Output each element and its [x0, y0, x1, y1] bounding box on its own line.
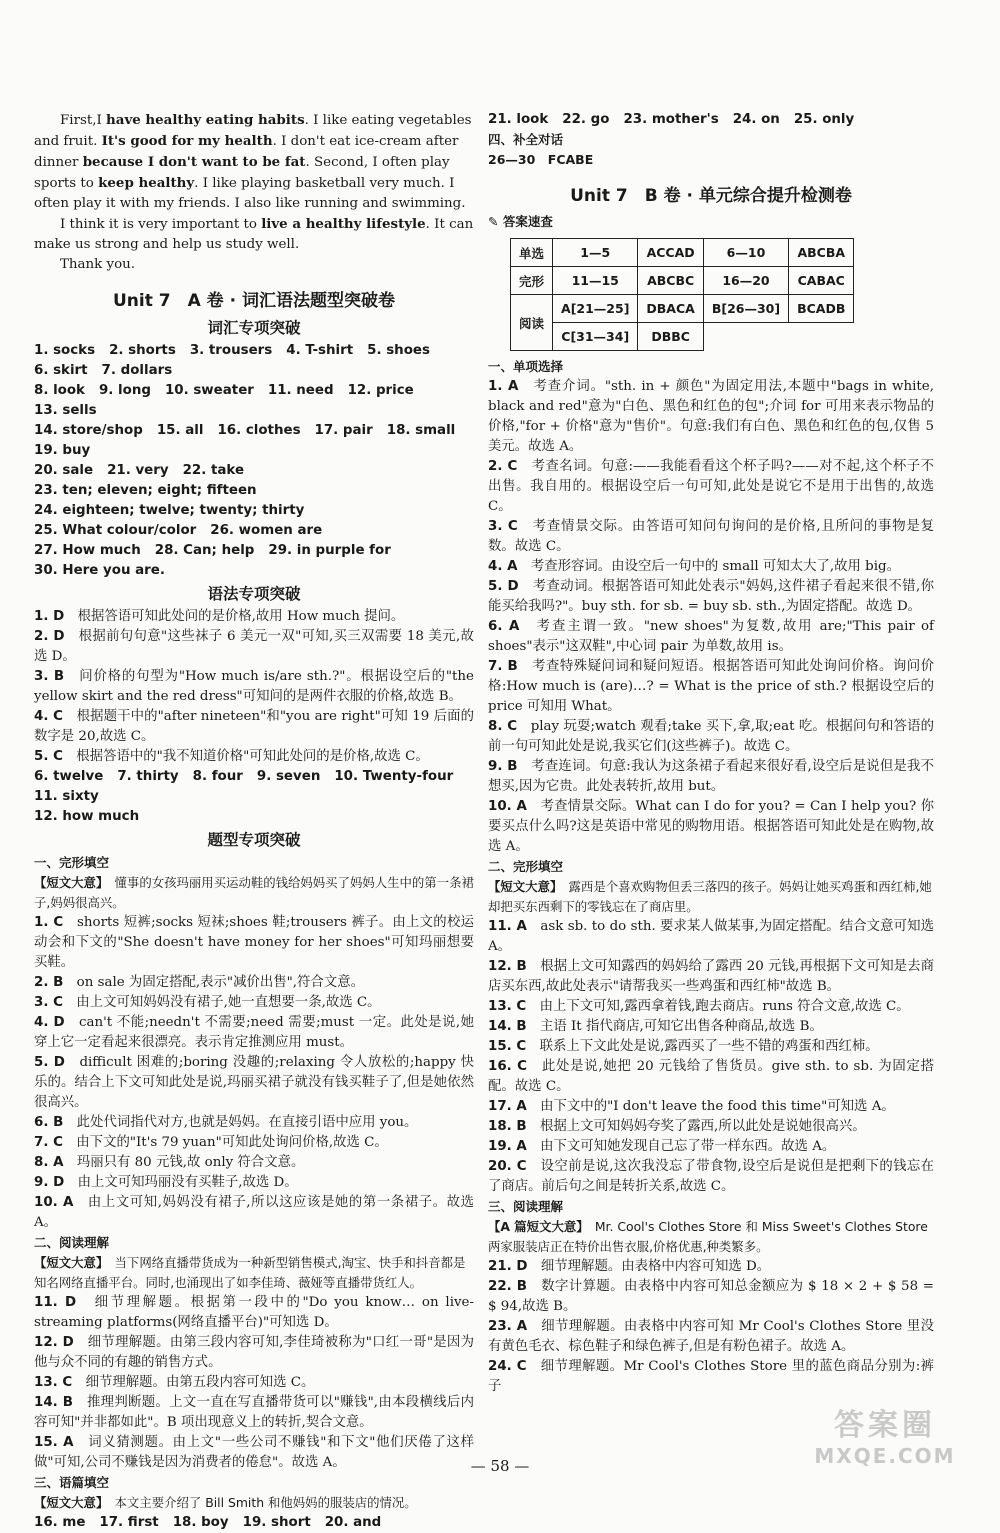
- vocab-answer: 26. women are: [210, 523, 323, 538]
- answer-item: [488, 557, 934, 577]
- answer-item: [488, 1257, 934, 1277]
- answer-item: [488, 1137, 934, 1157]
- answer-number: 11. A: [488, 919, 527, 934]
- answer-number: 6. B: [34, 1115, 64, 1130]
- answer-explanation: 主语 It 指代商店,可知它出售各种商品,故选 B。: [526, 1019, 823, 1034]
- essay-text: . It can make us strong and help us study well.: [34, 217, 474, 252]
- vocab-answer: 25. What colour/color: [34, 523, 197, 538]
- grammar-items: [34, 607, 474, 767]
- vocab-answer: 3. trousers: [189, 343, 273, 358]
- answer-explanation: 考查情景交际。由答语可知问句询问的是价格,且所问的事物是复数。故选 C。: [488, 519, 934, 554]
- answer-explanation: 数字计算题。由表格中内容可知总金额应为 $ 18 × 2 + $ 58 = $ 94,故选 B。: [488, 1279, 934, 1314]
- answer-item: [488, 377, 934, 457]
- answer-explanation: 由下文可知她发现自己忘了带一样东西。故选 A。: [526, 1139, 836, 1154]
- answer-explanation: 考查名词。句意:——我能看看这个杯子吗?——对不起,这个杯子不出售。我自用的。根据设空后一句可知,此处是说它不是用于出售的,故选 C。: [488, 459, 934, 514]
- vocab-answer: 4. T-shirt: [286, 343, 354, 358]
- gist-label: 【短文大意】: [34, 1495, 103, 1510]
- vocab-answer: 16. clothes: [217, 423, 301, 438]
- reading-items: [488, 1257, 934, 1397]
- vocab-answer: 5. shoes: [367, 343, 430, 358]
- answer-explanation: 考查动词。根据答语可知此处表示"妈妈,这件裙子看起来很不错,你能买给我吗?"。buy sth. for sb. = buy sb. sth.,为固定搭配。故选 D。: [488, 579, 935, 614]
- answer-number: 13. C: [34, 1375, 73, 1390]
- essay-paragraph: [34, 110, 474, 214]
- vocab-answer: 24. eighteen; twelve; twenty; thirty: [34, 503, 305, 518]
- answer-explanation: 细节理解题。由第五段内容可知选 C。: [72, 1375, 315, 1390]
- answer-item: [488, 617, 934, 657]
- answer-number: 8. A: [34, 1155, 64, 1170]
- answer-number: 3. C: [488, 519, 518, 534]
- vocab-answer: 27. How much: [34, 543, 141, 558]
- gist-text: 本文主要介绍了 Bill Smith 和他妈妈的服装店的情况。: [114, 1495, 417, 1510]
- answer-item: [34, 1373, 474, 1393]
- table-cell: BCADB: [789, 295, 854, 323]
- answer-explanation: 问价格的句型为"How much is/are sth.?"。根据设空后的"the yellow skirt and the red dress"可知问的是两件衣服的价格,故选 B。: [34, 669, 474, 704]
- answer-explanation: 细节理解题。由第三段内容可知,李佳琦被称为"口红一哥"是因为他与众不同的有趣的销售方式。: [34, 1335, 474, 1370]
- cloze-heading: 一、完形填空: [34, 855, 110, 870]
- gist-label: 【短文大意】: [34, 1255, 103, 1270]
- answer-explanation: 由上文可知,妈妈没有裙子,所以这应该是她的第一条裙子。故选 A。: [34, 1195, 474, 1230]
- right-column: [488, 110, 934, 1397]
- answer-explanation: 根据题干中的"after nineteen"和"you are right"可知 19 后面的数字是 20,故选 C。: [34, 709, 475, 744]
- answer-explanation: 细节理解题。根据第一段中的"Do you know… on live-streaming platforms(网络直播平台)"可知选 D。: [34, 1295, 474, 1330]
- answer-number: 7. B: [488, 659, 518, 674]
- table-cell: 完形: [511, 267, 553, 295]
- unit-b-title: Unit 7 B 卷 · 单元综合提升检测卷: [570, 186, 852, 206]
- gist-text: 露西是个喜欢购物但丢三落四的孩子。妈妈让她买鸡蛋和西红柿,她却把买东西剩下的零钱忘在了商店里。: [488, 879, 932, 914]
- answer-number: 9. B: [488, 759, 518, 774]
- answer-number: 2. D: [34, 629, 65, 644]
- grammar-title: 语法专项突破: [207, 585, 301, 603]
- cloze-items: [488, 917, 934, 1197]
- grammar-answer: 6. twelve: [34, 769, 104, 784]
- answer-explanation: 考查特殊疑问词和疑问短语。根据答语可知此处询问价格。询问价格:How much is (are)…? = What is the price of sth.? 根据设空后的 price 可知用 What。: [488, 659, 934, 714]
- answer-item: [34, 1053, 474, 1113]
- key-phrase: because I don't want to be fat: [82, 154, 306, 170]
- answer-number: 10. A: [34, 1195, 74, 1210]
- answer-explanation: 根据上文可知露西的妈妈给了露西 20 元钱,再根据下文可知是去商店买东西,故此处表示"请帮我买一些鸡蛋和西红柿"故选 B。: [488, 959, 935, 994]
- answer-number: 1. A: [488, 379, 519, 394]
- answer-number: 12. B: [488, 959, 527, 974]
- answer-explanation: 考查介词。"sth. in + 颜色"为固定用法,本题中"bags in white, black and red"意为"白色、黑色和红色的包";介词 for 可用来表示物品的价格,"for + 价格"意为"售价"。句意:我们有白色、黑色和红色的包,仅售 5 美元。故选 A。: [488, 379, 934, 454]
- essay-text: . I like eating vegetables and fruit.: [34, 113, 472, 149]
- grammar-answer: 10. Twenty-four: [334, 769, 454, 784]
- answer-item: [34, 1293, 474, 1333]
- vocab-answer: 8. look: [34, 383, 85, 398]
- answer-number: 16. C: [488, 1059, 527, 1074]
- table-row: [511, 295, 854, 323]
- answer-item: [34, 1013, 474, 1053]
- quick-check-text: 答案速查: [502, 214, 553, 229]
- table-cell: 6—10: [703, 239, 788, 267]
- table-cell: ABCBC: [638, 267, 703, 295]
- answer-item: [488, 1357, 934, 1397]
- fill-answer: 19. short: [242, 1515, 311, 1530]
- watermark-url: MXQE.COM: [814, 1444, 956, 1468]
- reading-gist: [488, 1217, 934, 1257]
- fill-answer: 24. on: [732, 112, 780, 127]
- answer-explanation: 考查连词。句意:我认为这条裙子看起来很好看,设空后是说但是我不想买,因为它贵。此处表转折,故用 but。: [488, 759, 934, 794]
- table-cell: 单选: [511, 239, 553, 267]
- dialog-answer: 26—30 FCABE: [488, 152, 594, 167]
- answer-explanation: 根据答语可知此处问的是价格,故用 How much 提问。: [64, 609, 405, 624]
- essay-paragraph: [34, 255, 474, 275]
- cloze-gist: [488, 877, 934, 917]
- answer-explanation: 考查主谓一致。"new shoes"为复数,故用 are;"This pair of shoes"表示"这双鞋",中心词 pair 为单数,故用 is。: [488, 619, 934, 654]
- table-cell: DBACA: [638, 295, 703, 323]
- fill-gist: [34, 1493, 474, 1513]
- answer-explanation: 联系上下文此处是说,露西买了一些不错的鸡蛋和西红柿。: [526, 1039, 879, 1054]
- answer-item: [488, 717, 934, 757]
- answer-number: 3. B: [34, 669, 65, 684]
- answer-item: [34, 747, 474, 767]
- left-column: [34, 110, 474, 1533]
- key-phrase: It's good for my health: [101, 133, 273, 149]
- vocab-answer: 18. small: [386, 423, 456, 438]
- answer-explanation: shorts 短裤;socks 短袜;shoes 鞋;trousers 裤子。由上文的校运动会和下文的"She doesn't have money for her shoes"可知玛丽想要买鞋。: [34, 915, 474, 970]
- table-cell: 阅读: [511, 295, 553, 351]
- answer-item: [488, 1097, 934, 1117]
- answer-explanation: 细节理解题。由表格中内容可知选 D。: [527, 1259, 771, 1274]
- answer-item: [488, 917, 934, 957]
- fill-row: [34, 1513, 474, 1533]
- answer-explanation: play 玩耍;watch 观看;take 买下,拿,取;eat 吃。根据问句和答语的前一句可知此处是说,我买它们(这些裤子)。故选 C。: [488, 719, 934, 754]
- answer-number: 22. B: [488, 1279, 527, 1294]
- answer-explanation: 词义猜测题。由上文"一些公司不赚钱"和下文"他们厌倦了这样做"可知,公司不赚钱是因为消费者的倦怠"。故选 A。: [34, 1435, 474, 1470]
- essay-text: Thank you.: [60, 257, 136, 272]
- vocab-answer: 6. skirt: [34, 363, 88, 378]
- table-cell: 16—20: [703, 267, 788, 295]
- cloze-items: [34, 913, 474, 1233]
- answer-explanation: 根据答语中的"我不知道价格"可知此处问的是价格,故选 C。: [62, 749, 429, 764]
- vocab-row: [34, 541, 474, 581]
- answer-explanation: 由下文中的"I don't leave the food this time"可知选 A。: [526, 1099, 895, 1114]
- answer-explanation: 设空前是说,这次我没忘了带食物,设空后是说但是把剩下的钱忘在了商店。前后句之间是转折关系,故选 C。: [488, 1159, 934, 1194]
- answer-item: [488, 657, 934, 717]
- answer-number: 24. C: [488, 1359, 527, 1374]
- pencil-icon: ✎: [488, 214, 499, 229]
- answer-number: 11. D: [34, 1295, 77, 1310]
- answer-number: 7. C: [34, 1135, 63, 1150]
- answer-number: 15. A: [34, 1435, 74, 1450]
- reading-gist: [34, 1253, 474, 1293]
- answer-number: 1. C: [34, 915, 64, 930]
- table-row: [511, 323, 854, 351]
- essay-paragraph: [34, 214, 474, 255]
- single-heading: 一、单项选择: [488, 359, 564, 374]
- answer-number: 18. B: [488, 1119, 527, 1134]
- answer-number: 6. A: [488, 619, 520, 634]
- answer-explanation: 由下文的"It's 79 yuan"可知此处询问价格,故选 C。: [62, 1135, 388, 1150]
- answer-item: [34, 1133, 474, 1153]
- answer-number: 4. C: [34, 709, 64, 724]
- table-cell: DBBC: [638, 323, 703, 351]
- answer-number: 15. C: [488, 1039, 527, 1054]
- answer-number: 19. A: [488, 1139, 527, 1154]
- key-phrase: keep healthy: [98, 175, 195, 191]
- grammar-answer: 9. seven: [256, 769, 321, 784]
- answer-item: [488, 997, 934, 1017]
- fill-answer: 16. me: [34, 1515, 86, 1530]
- answer-item: [488, 1117, 934, 1137]
- answer-number: 13. C: [488, 999, 527, 1014]
- key-phrase: live a healthy lifestyle: [261, 216, 426, 232]
- answer-item: [488, 1057, 934, 1097]
- answer-item: [34, 913, 474, 973]
- fill-row: [488, 110, 934, 130]
- answer-number: 2. C: [488, 459, 518, 474]
- answer-item: [488, 1317, 934, 1357]
- key-phrase: have healthy eating habits: [106, 112, 305, 128]
- table-cell: B[26—30]: [703, 295, 788, 323]
- essay-text: . I like playing basketball very much. I often play it with my friends. I also like running and swimming.: [34, 176, 466, 211]
- answer-item: [488, 577, 934, 617]
- answer-number: 9. D: [34, 1175, 65, 1190]
- page-number: — 58 —: [470, 1457, 530, 1475]
- vocab-answer: 7. dollars: [101, 363, 173, 378]
- gist-text: 懂事的女孩玛丽用买运动鞋的钱给妈妈买了妈妈人生中的第一条裙子,妈妈很高兴。: [34, 875, 474, 910]
- fill-heading: 三、语篇填空: [34, 1475, 110, 1490]
- table-cell: C[31—34]: [553, 323, 638, 351]
- single-items: [488, 377, 934, 857]
- gist-label: 【短文大意】: [34, 875, 103, 890]
- answer-item: [34, 993, 474, 1013]
- fill-answer: 20. and: [324, 1515, 382, 1530]
- answer-number: 17. A: [488, 1099, 527, 1114]
- fill-answer: 23. mother's: [623, 112, 719, 127]
- answer-number: 1. D: [34, 609, 65, 624]
- table-cell: ACCAD: [638, 239, 703, 267]
- essay-text: I think it is very important to: [60, 217, 262, 232]
- grammar-row: [34, 767, 474, 807]
- answer-item: [488, 1037, 934, 1057]
- answer-explanation: 细节理解题。Mr Cool's Clothes Store 里的蓝色商品分别为:裤子: [488, 1359, 935, 1394]
- answer-explanation: 考查情景交际。What can I do for you? = Can I help you? 你要买点什么吗?这是英语中常见的购物用语。根据答语可知此处是在购物,故选 A。: [488, 799, 935, 854]
- vocab-answer: 1. socks: [34, 343, 96, 358]
- table-cell: ABCBA: [789, 239, 854, 267]
- answer-item: [34, 607, 474, 627]
- answer-item: [488, 517, 934, 557]
- answer-number: 5. C: [34, 749, 63, 764]
- unit-a-title: Unit 7 A 卷 · 词汇语法题型突破卷: [113, 291, 395, 311]
- answer-number: 5. D: [34, 1055, 65, 1070]
- answer-explanation: 推理判断题。上文一直在写直播带货可以"赚钱",由本段横线后内容可知"并非都如此"。B 项出现意义上的转折,契合文意。: [34, 1395, 475, 1430]
- cloze-heading: 二、完形填空: [488, 859, 564, 874]
- answer-number: 12. D: [34, 1335, 74, 1350]
- table-cell: 11—15: [553, 267, 638, 295]
- vocab-answer: 12. price: [347, 383, 414, 398]
- answer-number: 8. C: [488, 719, 518, 734]
- vocab-answer: 23. ten; eleven; eight; fifteen: [34, 483, 257, 498]
- fill-answer: 25. only: [793, 112, 855, 127]
- gist-text: 当下网络直播带货成为一种新型销售模式,淘宝、快手和抖音都是知名网络直播平台。同时,也涌现出了如李佳琦、薇娅等直播带货红人。: [34, 1255, 466, 1290]
- answer-number: 4. A: [488, 559, 518, 574]
- answer-item: [488, 457, 934, 517]
- answer-explanation: 考查形容词。由设空后一句中的 small 可知太大了,故用 big。: [517, 559, 900, 574]
- answer-number: 20. C: [488, 1159, 527, 1174]
- vocab-answer: 21. very: [107, 463, 169, 478]
- answer-item: [34, 1193, 474, 1233]
- essay-text: . Second, I often play sports to: [34, 155, 450, 191]
- table-cell: CABAC: [789, 267, 854, 295]
- vocab-answer: 13. sells: [34, 403, 97, 418]
- answer-number: 4. D: [34, 1015, 65, 1030]
- answer-table: [510, 238, 854, 351]
- answer-explanation: can't 不能;needn't 不需要;need 需要;must 一定。此处是说,她穿上它一定看起来很漂亮。表示肯定推测应用 must。: [34, 1015, 474, 1050]
- dialog-heading: 四、补全对话: [488, 132, 564, 147]
- answer-item: [34, 707, 474, 747]
- answer-item: [488, 1277, 934, 1317]
- types-title: 题型专项突破: [207, 831, 301, 849]
- answer-item: [34, 973, 474, 993]
- grammar-answer: 7. thirty: [117, 769, 179, 784]
- vocab-answer: 14. store/shop: [34, 423, 143, 438]
- vocab-answer: 2. shorts: [109, 343, 176, 358]
- grammar-answer: 12. how much: [34, 809, 140, 824]
- grammar-rows: [34, 767, 474, 827]
- fill-answer: 17. first: [99, 1515, 159, 1530]
- grammar-answer: 8. four: [192, 769, 243, 784]
- reading-heading: 三、阅读理解: [488, 1199, 564, 1214]
- answer-explanation: difficult 困难的;boring 没趣的;relaxing 令人放松的;happy 快乐的。结合上下文可知此处是说,玛丽买裙子就没有钱买鞋子了,但是她依然很高兴。: [34, 1055, 474, 1110]
- vocab-answer: 28. Can; help: [154, 543, 255, 558]
- table-cell: A[21—25]: [553, 295, 638, 323]
- answer-item: [488, 1017, 934, 1037]
- vocab-answer: 29. in purple for: [268, 543, 391, 558]
- table-cell: [703, 323, 854, 351]
- essay-text: . I don't eat ice-cream after dinner: [34, 134, 459, 170]
- answer-explanation: 玛丽只有 80 元钱,故 only 符合文意。: [63, 1155, 305, 1170]
- answer-item: [488, 757, 934, 797]
- vocab-title: 词汇专项突破: [207, 319, 301, 337]
- fill-answer: 21. look: [488, 112, 549, 127]
- answer-explanation: 此处代词指代对方,也就是妈妈。在直接引语中应用 you。: [63, 1115, 418, 1130]
- answer-explanation: 由上下文可知,露西拿着钱,跑去商店。runs 符合文意,故选 C。: [526, 999, 910, 1014]
- vocab-answer: 9. long: [98, 383, 151, 398]
- answer-item: [34, 1153, 474, 1173]
- watermark-logo: [790, 1400, 980, 1468]
- answer-number: 21. D: [488, 1259, 528, 1274]
- cloze-gist: [34, 873, 474, 913]
- answer-item: [34, 627, 474, 667]
- answer-number: 5. D: [488, 579, 519, 594]
- vocab-answer: 30. Here you are.: [34, 563, 165, 578]
- fill-answer: 18. boy: [172, 1515, 229, 1530]
- grammar-row: [34, 807, 474, 827]
- answer-explanation: 由上文可知妈妈没有裙子,她一直想要一条,故选 C。: [62, 995, 381, 1010]
- grammar-answer: 11. sixty: [34, 789, 99, 804]
- answer-number: 14. B: [488, 1019, 527, 1034]
- gist-text: Mr. Cool's Clothes Store 和 Miss Sweet's Clothes Store 两家服装店正在特价出售衣服,价格优惠,种类繁多。: [488, 1219, 928, 1254]
- answer-number: 23. A: [488, 1319, 528, 1334]
- vocab-row: [34, 341, 474, 381]
- vocab-answer: 11. need: [267, 383, 334, 398]
- answer-item: [34, 667, 474, 707]
- answer-explanation: 根据前句句意"这些袜子 6 美元一双"可知,买三双需要 18 美元,故选 D。: [34, 629, 474, 664]
- answer-explanation: ask sb. to do sth. 要求某人做某事,为固定搭配。结合文意可知选 A。: [488, 919, 934, 954]
- answer-explanation: 由上文可知玛丽没有买鞋子,故选 D。: [64, 1175, 298, 1190]
- vocab-answer: 17. pair: [314, 423, 373, 438]
- answer-number: 2. B: [34, 975, 64, 990]
- essay: [34, 110, 474, 275]
- answer-item: [34, 1113, 474, 1133]
- answer-item: [34, 1393, 474, 1433]
- vocab-row: [34, 501, 474, 541]
- vocab-answer: 15. all: [156, 423, 204, 438]
- quick-check-label: [488, 212, 934, 232]
- vocab-answer: 20. sale: [34, 463, 94, 478]
- table-row: [511, 267, 854, 295]
- fill-answer: 22. go: [562, 112, 610, 127]
- gist-label: 【A 篇短文大意】: [488, 1219, 583, 1234]
- table-cell: 1—5: [553, 239, 638, 267]
- answer-item: [34, 1333, 474, 1373]
- reading-heading: 二、阅读理解: [34, 1235, 110, 1250]
- vocab-answer: 19. buy: [34, 443, 91, 458]
- answer-explanation: on sale 为固定搭配,表示"减价出售",符合文意。: [63, 975, 365, 990]
- vocab-row: [34, 381, 474, 421]
- essay-text: First,I: [60, 113, 107, 128]
- answer-number: 3. C: [34, 995, 63, 1010]
- watermark-text: 答案圈: [834, 1408, 936, 1443]
- vocab-answer: 10. sweater: [164, 383, 254, 398]
- answer-item: [488, 797, 934, 857]
- vocab-answer: 22. take: [182, 463, 245, 478]
- answer-number: 10. A: [488, 799, 527, 814]
- answer-item: [34, 1173, 474, 1193]
- vocab-row: [34, 461, 474, 501]
- table-row: [511, 239, 854, 267]
- vocab-answers: [34, 341, 474, 581]
- top-answers: [488, 110, 934, 130]
- answer-number: 14. B: [34, 1395, 73, 1410]
- fill-answers: [34, 1513, 474, 1533]
- answer-item: [488, 1157, 934, 1197]
- answer-item: [488, 957, 934, 997]
- vocab-row: [34, 421, 474, 461]
- answer-explanation: 细节理解题。由表格中内容可知 Mr Cool's Clothes Store 里没有黄色毛衣、棕色鞋子和绿色裤子,但是有粉色裙子。故选 A。: [488, 1319, 934, 1354]
- answer-explanation: 此处是说,她把 20 元钱给了售货员。give sth. to sb. 为固定搭配。故选 C。: [488, 1059, 934, 1094]
- answer-explanation: 根据上文可知妈妈夸奖了露西,所以此处是说她很高兴。: [526, 1119, 866, 1134]
- gist-label: 【短文大意】: [488, 879, 557, 894]
- reading-items: [34, 1293, 474, 1473]
